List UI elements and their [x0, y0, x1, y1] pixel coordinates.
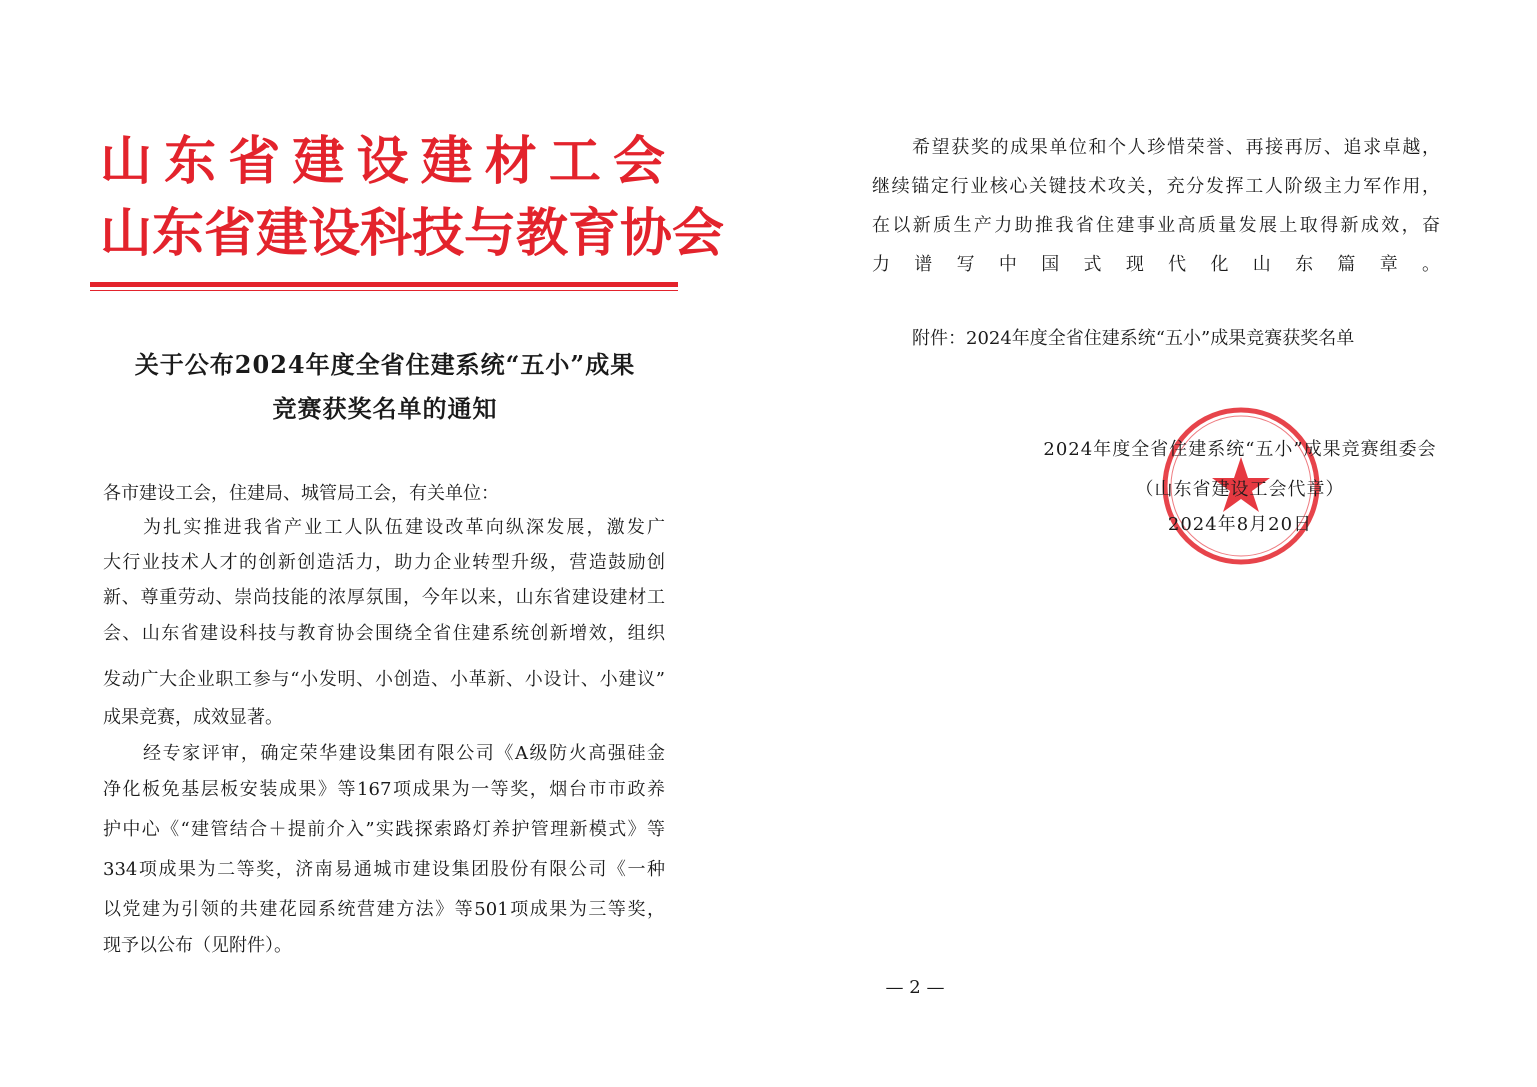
page-number: — 2 — [885, 977, 945, 998]
body-line: 发动广大企业职工参与“小发明、小创造、小革新、小设计、小建议” [103, 669, 665, 690]
body-line: 在以新质生产力助推我省住建事业高质量发展上取得新成效，奋 [872, 215, 1440, 236]
letterhead-line-2: 山东省建设科技与教育协会 [100, 203, 725, 264]
salutation: 各市建设工会，住建局、城管局工会，有关单位： [103, 483, 499, 504]
attachment-note: 附件：2024年度全省住建系统“五小”成果竞赛获奖名单 [912, 328, 1355, 349]
body-line: 大行业技术人才的创新创造活力，助力企业转型升级，营造鼓励创 [103, 552, 665, 573]
red-rule-thick [90, 282, 678, 287]
red-rule-thin [90, 290, 678, 291]
body-line: 会、山东省建设科技与教育协会围绕全省住建系统创新增效，组织 [103, 623, 665, 644]
body-line: 为扎实推进我省产业工人队伍建设改革向纵深发展，激发广 [143, 517, 665, 538]
signature-date: 2024年8月20日 [1167, 514, 1313, 535]
body-line: 新、尊重劳动、崇尚技能的浓厚氛围，今年以来，山东省建设建材工 [103, 587, 665, 608]
body-line: 力谱写中国式现代化山东篇章。 [872, 254, 1440, 275]
body-line: 经专家评审，确定荣华建设集团有限公司《A级防火高强硅金 [143, 743, 665, 764]
body-line: 继续锚定行业核心关键技术攻关，充分发挥工人阶级主力军作用， [872, 176, 1440, 197]
letterhead-line-1: 山东省建设建材工会 [100, 131, 665, 192]
body-line: 希望获奖的成果单位和个人珍惜荣誉、再接再厉、追求卓越， [912, 137, 1440, 158]
body-line: 现予以公布（见附件）。 [103, 935, 292, 956]
document-title-line-2: 竞赛获奖名单的通知 [272, 394, 498, 423]
signature-note: （山东省建设工会代章） [1135, 479, 1345, 500]
body-line: 成果竞赛，成效显著。 [103, 707, 283, 728]
document-title-line-1: 关于公布2024年度全省住建系统“五小”成果 [134, 350, 636, 379]
body-line: 护中心《“建管结合＋提前介入”实践探索路灯养护管理新模式》等 [103, 819, 665, 840]
body-line: 以党建为引领的共建花园系统营建方法》等501项成果为三等奖， [103, 899, 665, 920]
body-line: 334项成果为二等奖，济南易通城市建设集团股份有限公司《一种 [103, 859, 665, 880]
body-line: 净化板免基层板安装成果》等167项成果为一等奖，烟台市市政养 [103, 779, 665, 800]
signature-organization: 2024年度全省住建系统“五小”成果竞赛组委会 [1043, 439, 1437, 460]
